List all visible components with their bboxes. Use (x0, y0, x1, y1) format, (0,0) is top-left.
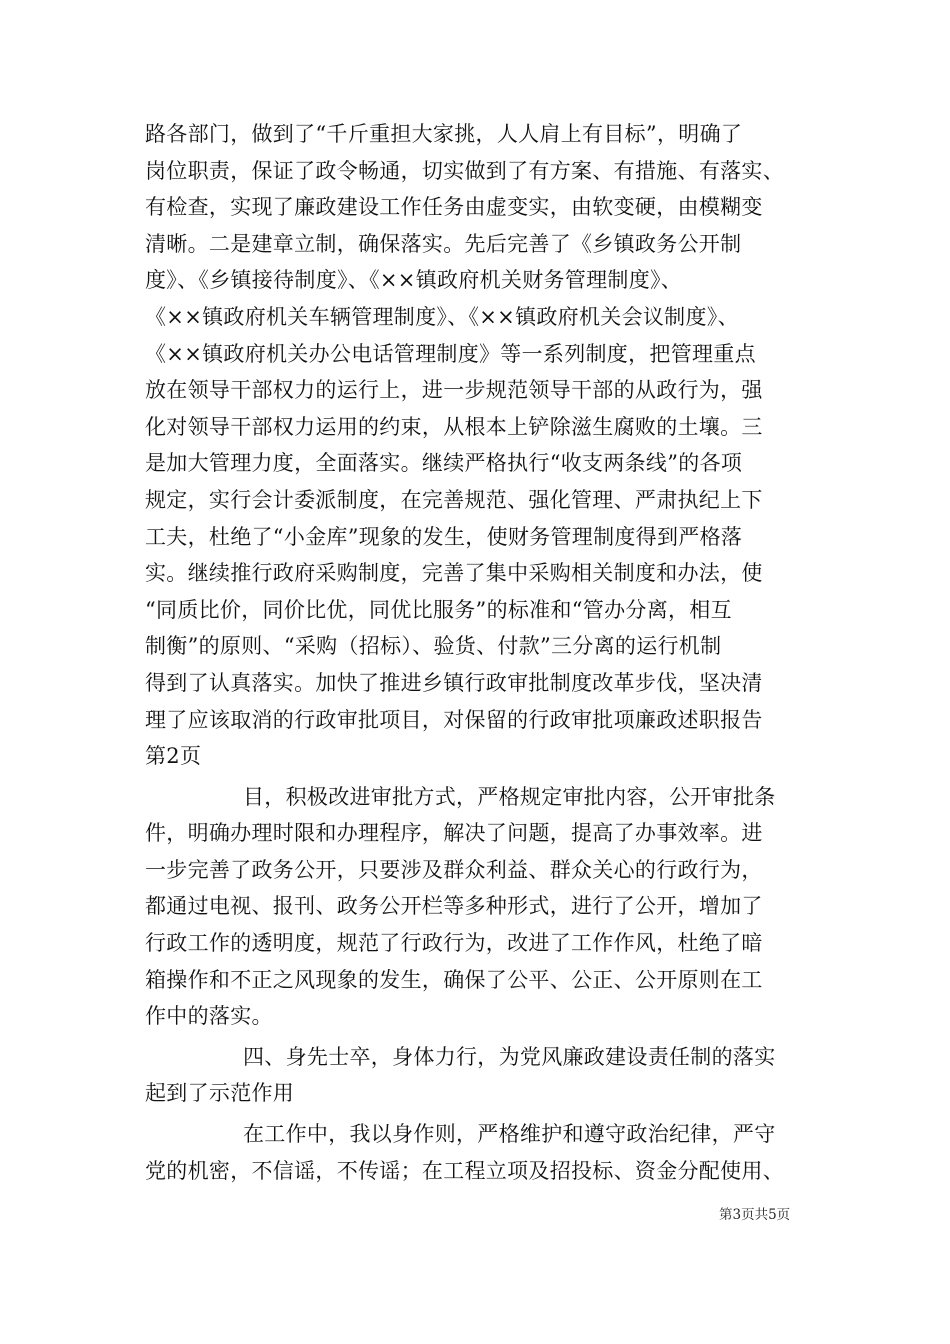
text-line: 规定，实行会计委派制度，在完善规范、强化管理、严肃执纪上下 (145, 487, 763, 512)
text-line: 工夫，杜绝了“小金库”现象的发生，使财务管理制度得到严格落 (145, 524, 743, 549)
text-line: 行政工作的透明度，规范了行政行为，改进了工作作风，杜绝了暗 (145, 931, 763, 956)
page-marker: 第2页 (145, 744, 202, 769)
text-line: 《××镇政府机关车辆管理制度》、《××镇政府机关会议制度》、 (145, 304, 739, 329)
text-line: 放在领导干部权力的运行上，进一步规范领导干部的从政行为，强 (145, 378, 763, 403)
text-line: 实。继续推行政府采购制度，完善了集中采购相关制度和办法，使 (145, 561, 763, 586)
text-line: 都通过电视、报刊、政务公开栏等多种形式，进行了公开，增加了 (145, 894, 763, 919)
text-line: 箱操作和不正之风现象的发生，确保了公平、公正、公开原则在工 (145, 967, 763, 992)
document-body (145, 116, 825, 1189)
paragraph-start-line: 在工作中，我以身作则，严格维护和遵守政治纪律，严守 (243, 1122, 776, 1147)
text-line: 度》、《乡镇接待制度》、《××镇政府机关财务管理制度》、 (145, 268, 683, 293)
text-line: 路各部门，做到了“千斤重担大家挑，人人肩上有目标”，明确了 (145, 122, 743, 146)
text-line: 作中的落实。 (145, 1004, 273, 1029)
text-line: 制衡”的原则、“采购（招标）、验货、付款”三分离的运行机制 (145, 634, 722, 659)
text-line: 一步完善了政务公开，只要涉及群众利益、群众关心的行政行为， (145, 857, 763, 882)
text-line: “同质比价，同价比优，同优比服务”的标准和“管办分离，相互 (145, 597, 732, 622)
text-line: 有检查，实现了廉政建设工作任务由虚变实，由软变硬，由模糊变 (145, 195, 763, 220)
text-line: 党的机密，不信谣，不传谣；在工程立项及招投标、资金分配使用、 (145, 1158, 784, 1183)
text-line: 清晰。二是建章立制，确保落实。先后完善了《乡镇政务公开制 (145, 231, 742, 256)
section-heading: 四、身先士卒，身体力行，为党风廉政建设责任制的落实 (243, 1044, 776, 1069)
text-line: 化对领导干部权力运用的约束，从根本上铲除滋生腐败的土壤。三 (145, 414, 763, 439)
text-line: 《××镇政府机关办公电话管理制度》等一系列制度，把管理重点 (145, 341, 756, 366)
text-line: 是加大管理力度，全面落实。继续严格执行“收支两条线”的各项 (145, 451, 743, 476)
section-heading-continuation: 起到了示范作用 (145, 1081, 295, 1106)
text-line: 件，明确办理时限和办理程序，解决了问题，提高了办事效率。进 (145, 821, 763, 846)
page-footer: 第3页共5页 (719, 1207, 791, 1223)
text-line: 理了应该取消的行政审批项目，对保留的行政审批项廉政述职报告 (145, 707, 763, 732)
paragraph-start-line: 目，积极改进审批方式，严格规定审批内容，公开审批条 (243, 784, 776, 809)
text-line: 得到了认真落实。加快了推进乡镇行政审批制度改革步伐，坚决清 (145, 670, 763, 695)
text-line: 岗位职责，保证了政令畅通，切实做到了有方案、有措施、有落实、 (145, 158, 784, 183)
